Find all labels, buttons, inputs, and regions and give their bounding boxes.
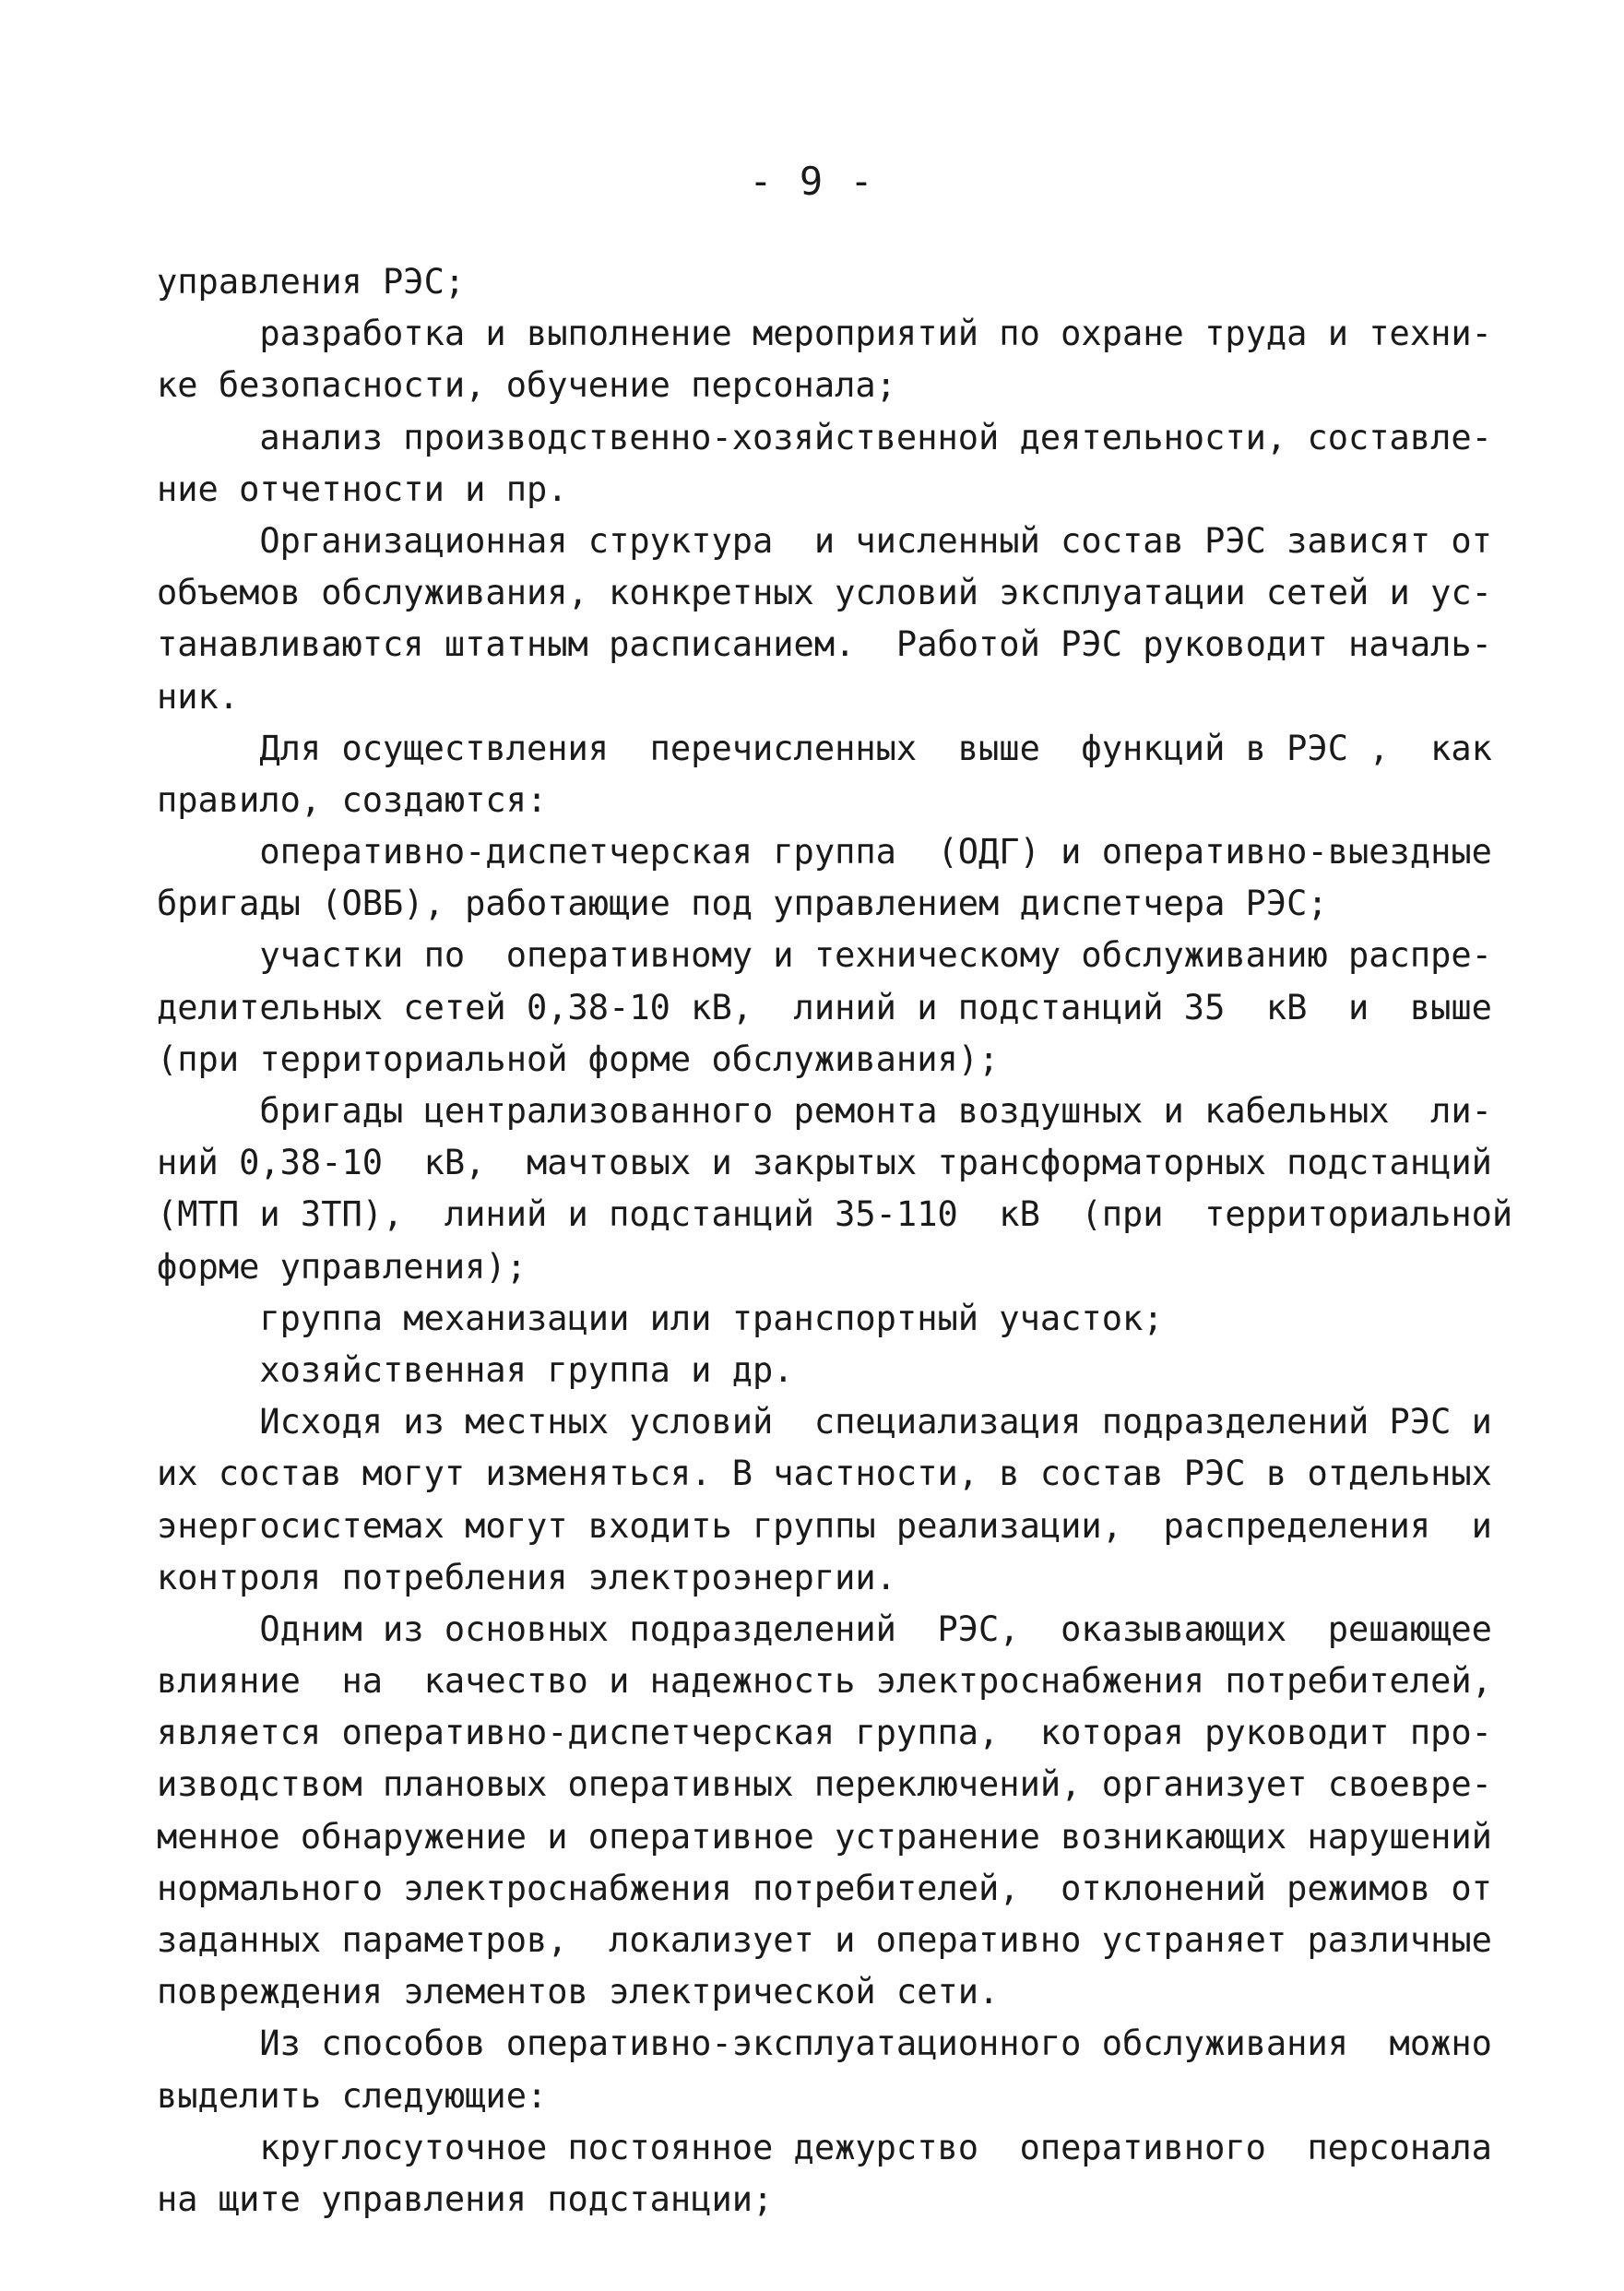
text-line: разработка и выполнение мероприятий по охране труда и техни- <box>157 314 1492 354</box>
text-line: нормального электроснабжения потребителей, отклонений режимов от <box>157 1868 1492 1908</box>
text-line: заданных параметров, локализует и оперативно устраняет различные <box>157 1920 1492 1960</box>
text-line: (при территориальной форме обслуживания); <box>157 1039 1000 1079</box>
text-line: управления РЭС; <box>157 262 466 302</box>
text-line: Организационная структура и численный состав РЭС зависят от <box>157 520 1492 561</box>
text-line: хозяйственная группа и др. <box>157 1349 794 1390</box>
text-line: повреждения элементов электрической сети. <box>157 1972 1000 2012</box>
text-line: ние отчетности и пр. <box>157 469 568 509</box>
body-text <box>157 256 1513 2226</box>
text-line: танавливаются штатным расписанием. Работой РЭС руководит началь- <box>157 624 1492 665</box>
text-line: форме управления); <box>157 1246 527 1287</box>
text-line: группа механизации или транспортный участок; <box>157 1298 1164 1338</box>
text-line: участки по оперативному и техническому обслуживанию распре- <box>157 935 1492 976</box>
text-line: на щите управления подстанции; <box>157 2178 774 2219</box>
text-line: круглосуточное постоянное дежурство оперативного персонала <box>157 2127 1492 2167</box>
text-line: бригады централизованного ремонта воздушных и кабельных ли- <box>157 1091 1492 1131</box>
text-line: влияние на качество и надежность электроснабжения потребителей, <box>157 1661 1492 1702</box>
text-line: изводством плановых оперативных переключений, организует своевре- <box>157 1764 1492 1805</box>
text-line: правило, создаются: <box>157 779 548 820</box>
text-line: Одним из основных подразделений РЭС, оказывающих решающее <box>157 1608 1492 1649</box>
text-line: делительных сетей 0,38-10 кВ, линий и подстанций 35 кВ и выше <box>157 987 1492 1027</box>
text-line: является оперативно-диспетчерская группа, которая руководит про- <box>157 1713 1492 1753</box>
text-line: контроля потребления электроэнергии. <box>157 1557 896 1597</box>
text-line: Для осуществления перечисленных выше функций в РЭС , как <box>157 728 1492 768</box>
text-line: выделить следующие: <box>157 2075 548 2116</box>
text-line: Из способов оперативно-эксплуатационного обслуживания можно <box>157 2024 1492 2064</box>
text-line: ник. <box>157 676 240 717</box>
text-line: (МТП и ЗТП), линий и подстанций 35-110 кВ (при территориальной <box>157 1194 1513 1235</box>
text-line: объемов обслуживания, конкретных условий эксплуатации сетей и ус- <box>157 573 1492 613</box>
text-line: Исходя из местных условий специализация подразделений РЭС и <box>157 1402 1492 1442</box>
page-number: - 9 - <box>749 159 875 204</box>
text-line: бригады (ОВБ), работающие под управлением диспетчера РЭС; <box>157 884 1328 924</box>
text-line: ке безопасности, обучение персонала; <box>157 365 896 406</box>
text-line: оперативно-диспетчерская группа (ОДГ) и оперативно-выездные <box>157 832 1492 872</box>
text-line: энергосистемах могут входить группы реализации, распределения и <box>157 1505 1492 1546</box>
text-line: ний 0,38-10 кВ, мачтовых и закрытых трансформаторных подстанций <box>157 1143 1492 1183</box>
text-line: их состав могут изменяться. В частности, в состав РЭС в отдельных <box>157 1454 1492 1494</box>
text-line: анализ производственно-хозяйственной деятельности, составле- <box>157 417 1492 457</box>
text-line: менное обнаружение и оперативное устранение возникающих нарушений <box>157 1816 1492 1857</box>
